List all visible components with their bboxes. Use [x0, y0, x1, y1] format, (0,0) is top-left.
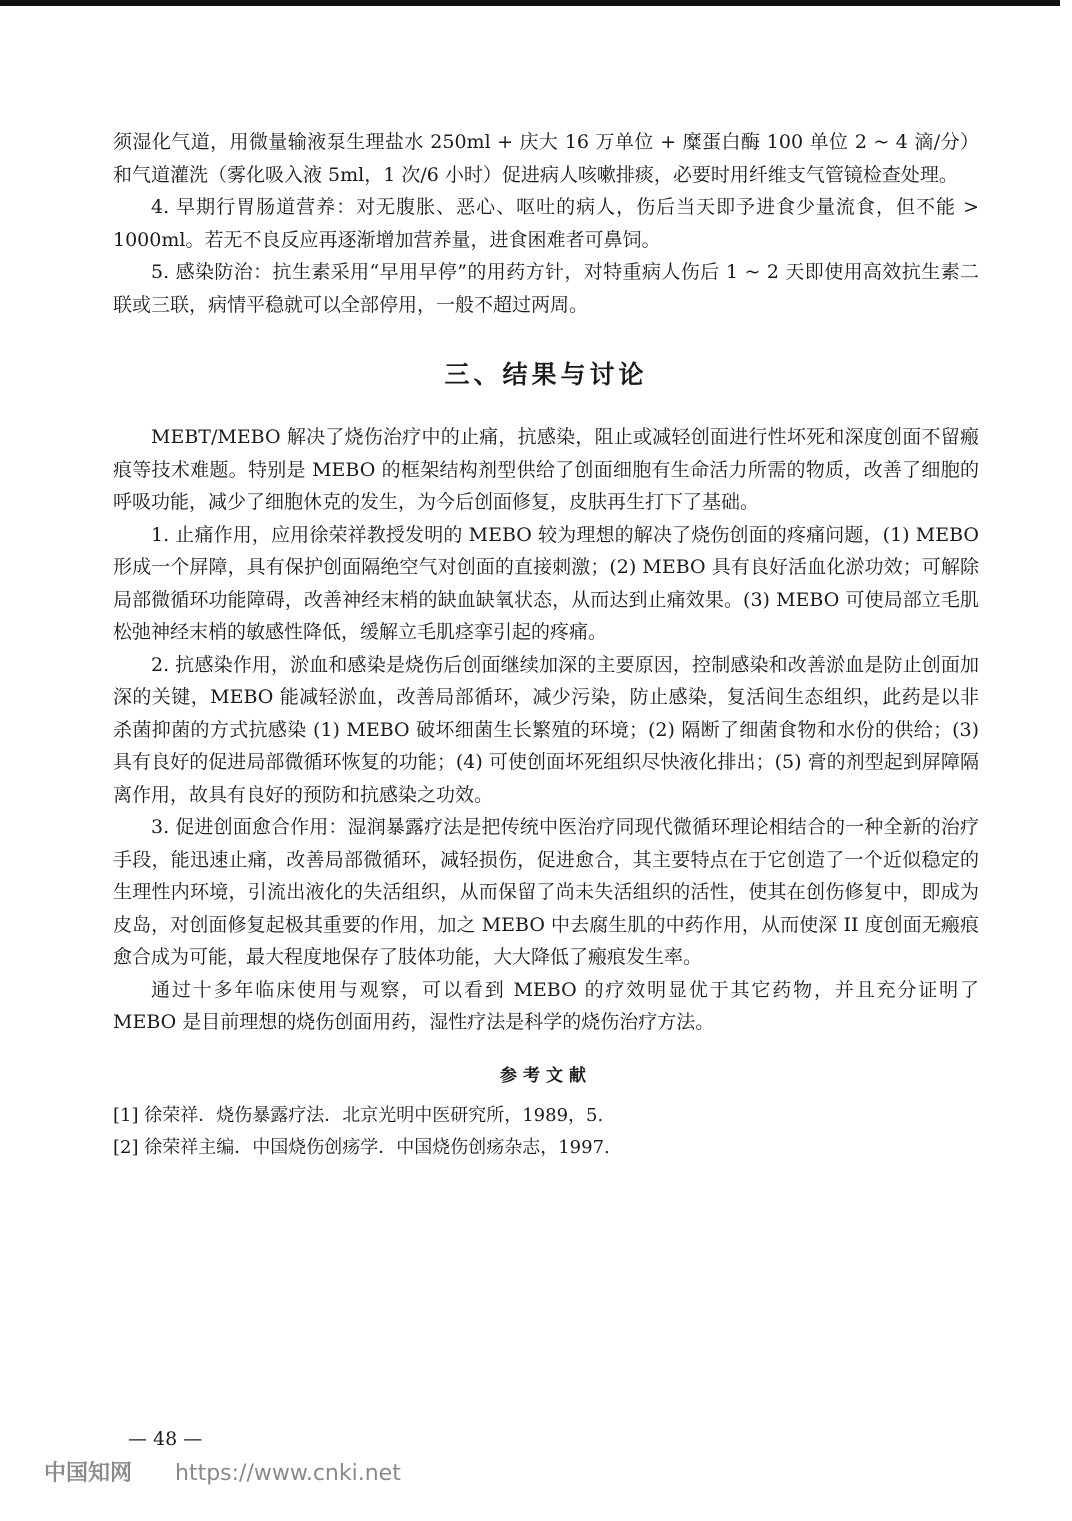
top-rule: [0, 0, 1060, 6]
watermark: [44, 1456, 401, 1487]
paragraph-wound-healing: 3. 促进创面愈合作用：湿润暴露疗法是把传统中医治疗同现代微循环理论相结合的一种全新的治疗手段，能迅速止痛，改善局部微循环，减轻损伤，促进愈合，其主要特点在于它创造了一个近似稳定的生理性内环境，引流出液化的失活组织，从而保留了尚未失活组织的活性，使其在创伤修复中，即成为皮岛，对创面修复起极其重要的作用，加之 MEBO 中去腐生肌的中药作用，从而使深 II 度创面无瘢痕愈合成为可能，最大程度地保存了肢体功能，大大降低了瘢痕发生率。: [113, 816, 979, 968]
paragraph-intro: MEBT/MEBO 解决了烧伤治疗中的止痛，抗感染，阻止或减轻创面进行性坏死和深度创面不留瘢痕等技术难题。特别是 MEBO 的框架结构剂型供给了创面细胞有生命活力所需的物质，改善了细胞的呼吸功能，减少了细胞休克的发生，为今后创面修复，皮肤再生打下了基础。: [113, 426, 979, 513]
paragraph-conclusion: 通过十多年临床使用与观察，可以看到 MEBO 的疗效明显优于其它药物，并且充分证明了 MEBO 是目前理想的烧伤创面用药，湿性疗法是科学的烧伤治疗方法。: [113, 978, 979, 1033]
section-title: 三、结果与讨论: [444, 360, 648, 389]
reference-item: [2] 徐荣祥主编．中国烧伤创疡学．中国烧伤创疡杂志，1997.: [113, 1136, 610, 1158]
paragraph-anti-infection: 2. 抗感染作用，淤血和感染是烧伤后创面继续加深的主要原因，控制感染和改善淤血是防止创面加深的关键，MEBO 能减轻淤血，改善局部循环，减少污染，防止感染，复活间生态组织，此药是以非杀菌抑菌的方式抗感染 (1) MEBO 破坏细菌生长繁殖的环境；(2) 隔断了细菌食物和水份的供给；(3) 具有良好的促进局部微循环恢复的功能；(4) 可使创面坏死组织尽快液化排出；(5) 膏的剂型起到屏障隔离作用，故具有良好的预防和抗感染之功效。: [113, 653, 979, 806]
watermark-url: https://www.cnki.net: [175, 1461, 401, 1486]
paragraph-nutrition: 4. 早期行胃肠道营养：对无腹胀、恶心、呕吐的病人，伤后当天即予进食少量流食，但不能 > 1000ml。若无不良反应再逐渐增加营养量，进食困难者可鼻饲。: [113, 196, 979, 251]
watermark-brand: 中国知网: [44, 1461, 133, 1486]
paragraph-infection-prevention: 5. 感染防治：抗生素采用“早用早停”的用药方针，对特重病人伤后 1 ~ 2 天即使用高效抗生素二联或三联，病情平稳就可以全部停用，一般不超过两周。: [113, 261, 979, 316]
references-title: 参考文献: [500, 1065, 592, 1086]
paragraph-analgesia: 1. 止痛作用，应用徐荣祥教授发明的 MEBO 较为理想的解决了烧伤创面的疼痛问题，(1) MEBO 形成一个屏障，具有保护创面隔绝空气对创面的直接刺激；(2) MEBO 具有良好活血化淤功效；可解除局部微循环功能障碍，改善神经末梢的缺血缺氧状态，从而达到止痛效果。(3) MEBO 可使局部立毛肌松弛神经末梢的敏感性降低，缓解立毛肌痉挛引起的疼痛。: [113, 523, 979, 643]
page-content: [113, 126, 979, 1164]
paragraph-airway: 须湿化气道，用微量输液泵生理盐水 250ml + 庆大 16 万单位 + 糜蛋白酶 100 单位 2 ~ 4 滴/分）和气道灌洗（雾化吸入液 5ml，1 次/6 小时）促进病人咳嗽排痰，必要时用纤维支气管镜检查处理。: [113, 131, 979, 186]
page-number: — 48 —: [128, 1428, 203, 1450]
reference-item: [1] 徐荣祥．烧伤暴露疗法．北京光明中医研究所，1989，5.: [113, 1104, 604, 1126]
